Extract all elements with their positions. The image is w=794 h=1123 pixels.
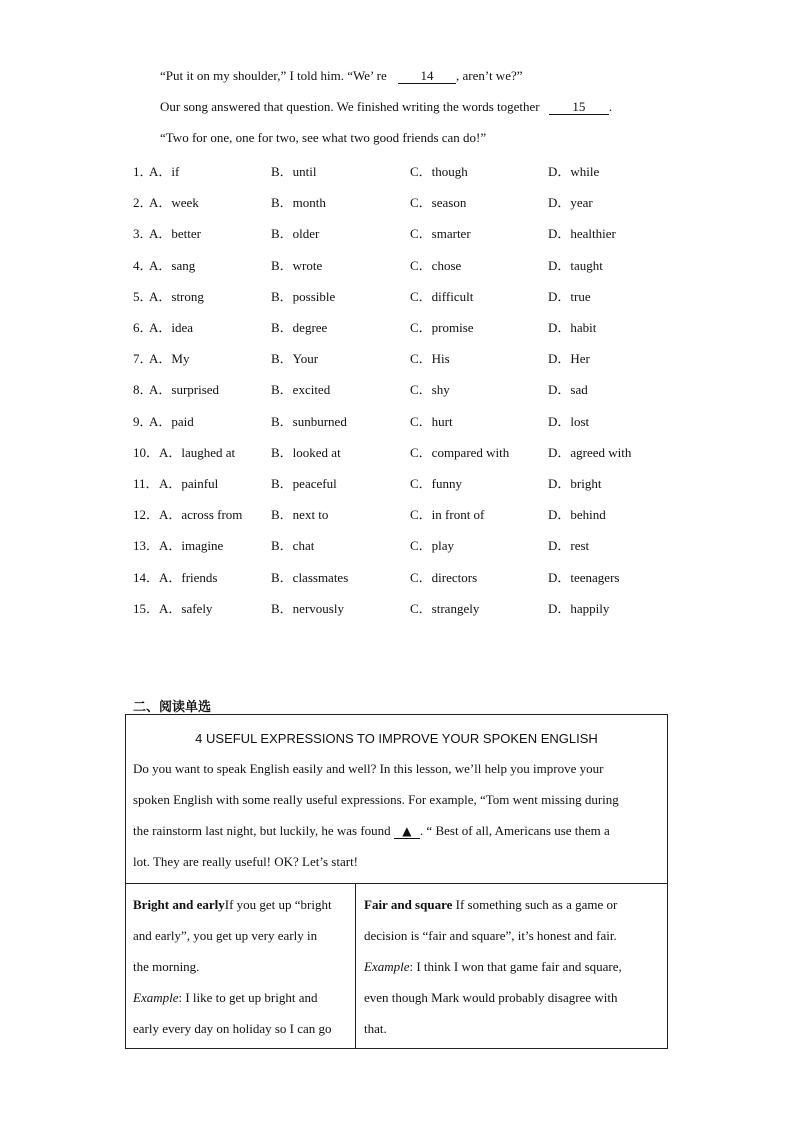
option-c: C．funny	[410, 476, 463, 491]
option-a: A．surprised	[149, 382, 220, 398]
right-cell-line: that.	[364, 1021, 387, 1036]
left-cell-line	[133, 897, 332, 913]
option-c: C．play	[410, 538, 455, 554]
option-a: A．laughed at	[159, 444, 236, 460]
option-b: B．degree	[271, 320, 328, 335]
question-number: 10．	[133, 444, 160, 460]
option-d: D．agreed with	[548, 444, 632, 460]
option-d: D．lost	[548, 413, 590, 429]
left-cell-line: early every day on holiday so I can go	[133, 1021, 332, 1036]
option-d: D．while	[548, 164, 600, 179]
left-cell-line: the morning.	[133, 959, 200, 974]
question-number: 2．	[133, 195, 153, 211]
option-d: D．healthier	[548, 226, 616, 242]
right-text: : I think I won that game fair and square,	[409, 959, 622, 974]
option-b: B．wrote	[271, 257, 323, 273]
option-c: C．compared with	[410, 444, 510, 460]
left-cell-line	[133, 990, 318, 1006]
option-b: B．looked at	[271, 444, 341, 460]
intro-blank: ▲	[394, 824, 420, 839]
option-a: A．sang	[149, 257, 196, 273]
option-a: A．safely	[159, 600, 213, 616]
option-b: B．possible	[271, 288, 336, 304]
option-b: B．month	[271, 195, 326, 211]
right-cell-line	[364, 897, 617, 913]
blank-15: 15	[549, 100, 609, 115]
option-b: B．until	[271, 164, 317, 179]
passage-line-2	[160, 99, 612, 115]
question-number: 5．	[133, 288, 153, 304]
reading-box	[125, 714, 668, 1049]
option-a: A．week	[149, 195, 199, 211]
option-a: A．friends	[159, 569, 218, 585]
option-c: C．directors	[410, 569, 478, 585]
intro-line	[133, 823, 610, 839]
left-cell-line: and early”, you get up very early in	[133, 928, 318, 943]
option-b: B．sunburned	[271, 413, 347, 429]
option-c: C．strangely	[410, 600, 480, 616]
example-label: Example	[133, 990, 179, 1005]
right-cell-line: even though Mark would probably disagree with	[364, 990, 618, 1005]
question-number: 13．	[133, 538, 160, 554]
option-b: B．Your	[271, 351, 319, 367]
option-d: D．true	[548, 288, 591, 304]
option-c: C．smarter	[410, 226, 471, 242]
question-number: 3．	[133, 226, 153, 242]
reading-title: 4 USEFUL EXPRESSIONS TO IMPROVE YOUR SPOKEN ENGLISH	[195, 731, 598, 746]
example-label: Example	[364, 959, 410, 974]
option-d: D．rest	[548, 538, 590, 554]
option-b: B．peaceful	[271, 476, 337, 491]
option-b: B．nervously	[271, 600, 344, 616]
option-d: D．teenagers	[548, 569, 620, 585]
right-cell-line: decision is “fair and square”, it’s honest and fair.	[364, 928, 617, 943]
option-a: A．across from	[159, 507, 243, 523]
option-b: B．classmates	[271, 569, 349, 585]
question-number: 14．	[133, 569, 160, 585]
section-heading: 二、阅读单选	[133, 700, 212, 715]
intro-text: . “ Best of all, Americans use them a	[419, 823, 610, 838]
option-c: C．His	[410, 351, 450, 367]
right-text: If something such as a game or	[452, 897, 618, 912]
option-c: C．promise	[410, 320, 474, 335]
passage-text: , aren’t we?”	[455, 68, 523, 83]
option-d: D．year	[548, 195, 593, 211]
option-a: A．if	[149, 164, 180, 179]
passage-text: “Put it on my shoulder,” I told him. “We’ re	[160, 68, 387, 83]
option-d: D．bright	[548, 476, 602, 491]
term-fair-and-square: Fair and square	[364, 897, 453, 912]
option-a: A．strong	[149, 288, 204, 304]
question-number: 9．	[133, 413, 153, 429]
option-b: B．excited	[271, 382, 331, 398]
intro-line: Do you want to speak English easily and well? In this lesson, we’ll help you improve your	[133, 761, 604, 776]
option-d: D．behind	[548, 507, 606, 523]
left-text: If you get up “bright	[224, 897, 332, 912]
option-b: B．older	[271, 226, 320, 242]
option-a: A．better	[149, 226, 201, 242]
option-c: C．though	[410, 164, 468, 179]
question-number: 7．	[133, 351, 153, 367]
option-b: B．next to	[271, 507, 329, 523]
box-divider	[126, 883, 667, 884]
option-d: D．sad	[548, 382, 588, 398]
blank-14: 14	[398, 69, 456, 84]
option-c: C．hurt	[410, 413, 453, 429]
question-number: 4．	[133, 257, 153, 273]
passage-line-3: “Two for one, one for two, see what two good friends can do!”	[160, 130, 487, 145]
option-a: A．My	[149, 351, 190, 367]
question-number: 1．	[133, 164, 153, 179]
intro-text: the rainstorm last night, but luckily, he was found	[133, 823, 394, 838]
option-c: C．difficult	[410, 288, 474, 304]
question-number: 12．	[133, 507, 160, 523]
question-number: 8．	[133, 382, 153, 398]
column-divider	[355, 883, 356, 1048]
option-c: C．chose	[410, 257, 462, 273]
question-number: 11．	[133, 476, 159, 491]
option-b: B．chat	[271, 538, 315, 554]
question-number: 6．	[133, 320, 153, 335]
option-d: D．habit	[548, 320, 597, 335]
intro-line: lot. They are really useful! OK? Let’s start!	[133, 854, 359, 869]
passage-line-1	[160, 68, 523, 84]
option-d: D．Her	[548, 351, 590, 367]
option-a: A．idea	[149, 320, 194, 335]
option-a: A．imagine	[159, 538, 224, 554]
passage-text: .	[608, 99, 613, 114]
option-a: A．painful	[159, 476, 219, 491]
option-c: C．in front of	[410, 507, 485, 523]
option-d: D．happily	[548, 600, 610, 616]
option-c: C．season	[410, 195, 467, 211]
question-number: 15．	[133, 600, 160, 616]
term-bright-and-early: Bright and early	[133, 897, 225, 912]
option-d: D．taught	[548, 257, 603, 273]
intro-line: spoken English with some really useful expressions. For example, “Tom went missing during	[133, 792, 619, 807]
right-cell-line	[364, 959, 622, 975]
left-text: : I like to get up bright and	[178, 990, 318, 1005]
option-c: C．shy	[410, 382, 450, 398]
option-a: A．paid	[149, 413, 194, 429]
passage-text: Our song answered that question. We finished writing the words together	[160, 99, 540, 114]
